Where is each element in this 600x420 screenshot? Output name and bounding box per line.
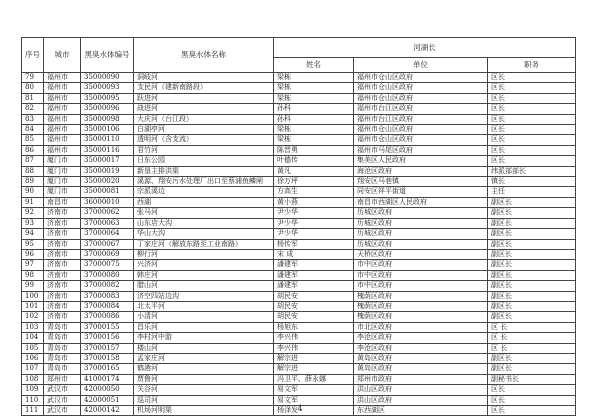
cell-city: 福州市 [44, 83, 81, 93]
cell-unit: 福州市仓山区政府 [354, 73, 488, 83]
table-row [22, 322, 576, 332]
header-role: 职务 [488, 58, 576, 73]
cell-water-body-name: 宗派溪边 [134, 187, 274, 197]
cell-seq: 89 [22, 177, 44, 187]
cell-code: 36000010 [81, 197, 134, 207]
cell-role: 副区长 [488, 312, 576, 322]
cell-water-body-name: 贾鲁河 [134, 374, 274, 384]
cell-seq: 102 [22, 312, 44, 322]
cell-code: 35000116 [81, 145, 134, 155]
cell-city: 济南市 [44, 218, 81, 228]
cell-chief-name: 易文军 [274, 395, 354, 405]
cell-water-body-name: 巡司河 [134, 395, 274, 405]
cell-chief-name: 冯卫平、薛永娜 [274, 374, 354, 384]
table-row [22, 104, 576, 114]
cell-unit: 槐荫区政府 [354, 291, 488, 301]
table-row [22, 93, 576, 103]
cell-unit: 翔安区马巷镇 [354, 177, 488, 187]
cell-unit: 洪山区政府 [354, 385, 488, 395]
cell-chief-name: 李兴伟 [274, 333, 354, 343]
cell-city: 福州市 [44, 104, 81, 114]
cell-water-body-name: 君竹河 [134, 145, 274, 155]
cell-role: 副区长 [488, 281, 576, 291]
table-row [22, 73, 576, 83]
cell-city: 济南市 [44, 291, 81, 301]
cell-unit: 历城区政府 [354, 229, 488, 239]
cell-seq: 79 [22, 73, 44, 83]
table-row [22, 333, 576, 343]
cell-unit: 槐荫区政府 [354, 301, 488, 311]
cell-water-body-name: 兴济河 [134, 260, 274, 270]
cell-chief-name: 孙科 [274, 104, 354, 114]
cell-unit: 黄岛区政府 [354, 353, 488, 363]
cell-water-body-name: 透明河（含支流） [134, 135, 274, 145]
cell-city: 青岛市 [44, 353, 81, 363]
header-code: 黑臭水体编号 [81, 38, 134, 73]
cell-seq: 88 [22, 166, 44, 176]
cell-code: 35000019 [81, 166, 134, 176]
table-row [22, 197, 576, 207]
cell-unit: 市中区政府 [354, 281, 488, 291]
cell-seq: 83 [22, 114, 44, 124]
header-seq: 序号 [22, 38, 44, 73]
cell-city: 济南市 [44, 270, 81, 280]
cell-role: 区 长 [488, 343, 576, 353]
table-row [22, 229, 576, 239]
cell-code: 37000157 [81, 343, 134, 353]
cell-chief-name: 尹少华 [274, 208, 354, 218]
cell-city: 厦门市 [44, 177, 81, 187]
table-header [22, 38, 576, 73]
cell-code: 37000084 [81, 301, 134, 311]
cell-unit: 福州市仓山区政府 [354, 135, 488, 145]
cell-chief-name: 黄小燕 [274, 197, 354, 207]
cell-water-body-name: 孟家庄河 [134, 353, 274, 363]
cell-unit: 历城区政府 [354, 239, 488, 249]
table-row [22, 249, 576, 259]
cell-city: 济南市 [44, 281, 81, 291]
cell-water-body-name: 楼山河 [134, 343, 274, 353]
cell-code: 37000086 [81, 312, 134, 322]
header-chief-group: 河湖长 [274, 38, 576, 58]
cell-city: 济南市 [44, 239, 81, 249]
cell-city: 福州市 [44, 145, 81, 155]
cell-unit: 福州市台江区政府 [354, 104, 488, 114]
cell-role: 副区长 [488, 229, 576, 239]
cell-city: 厦门市 [44, 166, 81, 176]
cell-water-body-name: 张马河 [134, 208, 274, 218]
cell-city: 厦门市 [44, 156, 81, 166]
cell-code: 37000158 [81, 353, 134, 363]
cell-water-body-name: 白湖亭河 [134, 125, 274, 135]
cell-seq: 103 [22, 322, 44, 332]
cell-seq: 80 [22, 83, 44, 93]
cell-role: 区长 [488, 135, 576, 145]
cell-water-body-name: 丁家庄河（解放东路至工业南路） [134, 239, 274, 249]
cell-water-body-name: 溪源、翔安污水处理厂出口至蔡浦鱼鳞闸 [134, 177, 274, 187]
cell-unit: 福州市仓山区政府 [354, 93, 488, 103]
cell-water-body-name: 新垦主排洪渠 [134, 166, 274, 176]
cell-seq: 106 [22, 353, 44, 363]
cell-seq: 97 [22, 260, 44, 270]
cell-chief-name: 孙科 [274, 114, 354, 124]
cell-role: 副区长 [488, 239, 576, 249]
cell-chief-name: 梁栋 [274, 135, 354, 145]
table-row [22, 260, 576, 270]
table-row [22, 83, 576, 93]
cell-chief-name: 潘建军 [274, 270, 354, 280]
cell-water-body-name: 北太平河 [134, 301, 274, 311]
cell-seq: 104 [22, 333, 44, 343]
cell-role: 区长 [488, 73, 576, 83]
cell-city: 青岛市 [44, 343, 81, 353]
cell-seq: 94 [22, 229, 44, 239]
cell-water-body-name: 机场河明渠 [134, 406, 274, 416]
table-row [22, 166, 576, 176]
cell-role: 副区长 [488, 353, 576, 363]
cell-code: 37000062 [81, 208, 134, 218]
cell-city: 济南市 [44, 260, 81, 270]
cell-role: 镇长 [488, 177, 576, 187]
cell-code: 37000080 [81, 270, 134, 280]
cell-chief-name: 方高生 [274, 187, 354, 197]
cell-chief-name: 梁栋 [274, 125, 354, 135]
cell-role: 区 长 [488, 333, 576, 343]
cell-code: 35000090 [81, 73, 134, 83]
cell-role: 副区长 [488, 291, 576, 301]
cell-unit: 天桥区政府 [354, 249, 488, 259]
cell-code: 35000096 [81, 104, 134, 114]
cell-water-body-name: 柳行河 [134, 249, 274, 259]
cell-seq: 110 [22, 395, 44, 405]
header-chief-name: 姓名 [274, 58, 354, 73]
table-row [22, 156, 576, 166]
cell-chief-name: 胡民安 [274, 301, 354, 311]
table-row [22, 301, 576, 311]
cell-city: 青岛市 [44, 322, 81, 332]
cell-code: 37000155 [81, 322, 134, 332]
cell-role: 区长 [488, 125, 576, 135]
cell-chief-name: 胡民安 [274, 312, 354, 322]
cell-water-body-name: 支民河（建新南路段） [134, 83, 274, 93]
cell-role: 副区长 [488, 270, 576, 280]
cell-water-body-name: 李村河中游 [134, 333, 274, 343]
cell-unit: 市北区政府 [354, 322, 488, 332]
cell-seq: 93 [22, 218, 44, 228]
table-row [22, 114, 576, 124]
cell-role: 副区长 [488, 197, 576, 207]
cell-seq: 86 [22, 145, 44, 155]
cell-seq: 85 [22, 135, 44, 145]
cell-chief-name: 宋 成 [274, 249, 354, 259]
cell-chief-name: 陈晋勇 [274, 145, 354, 155]
cell-unit: 福州市仓山区政府 [354, 83, 488, 93]
cell-role: 主任 [488, 187, 576, 197]
cell-water-body-name: 洞岐河 [134, 73, 274, 83]
cell-role: 区长 [488, 156, 576, 166]
cell-role: 副秘书长 [488, 374, 576, 384]
table-row [22, 364, 576, 374]
cell-code: 37000064 [81, 229, 134, 239]
cell-seq: 81 [22, 93, 44, 103]
cell-city: 郑州市 [44, 374, 81, 384]
table-row [22, 239, 576, 249]
header-unit: 单位 [354, 58, 488, 73]
cell-seq: 98 [22, 270, 44, 280]
cell-unit: 海沧区政府 [354, 166, 488, 176]
cell-code: 37000165 [81, 364, 134, 374]
cell-code: 41000174 [81, 374, 134, 384]
cell-code: 35000093 [81, 83, 134, 93]
cell-role: 区长 [488, 395, 576, 405]
cell-city: 济南市 [44, 208, 81, 218]
cell-water-body-name: 华山大沟 [134, 229, 274, 239]
cell-water-body-name: 济空四站边沟 [134, 291, 274, 301]
header-name: 黑臭水体名称 [134, 38, 274, 73]
cell-code: 37000067 [81, 239, 134, 249]
cell-water-body-name: 韩庄河 [134, 270, 274, 280]
cell-water-body-name: 大庆河（台江段） [134, 114, 274, 124]
cell-city: 福州市 [44, 125, 81, 135]
table-row [22, 135, 576, 145]
cell-water-body-name: 西湖 [134, 197, 274, 207]
table-row [22, 177, 576, 187]
page-number: 4 [297, 404, 303, 413]
cell-code: 42000142 [81, 406, 134, 416]
cell-unit: 市中区政府 [354, 260, 488, 270]
table-row [22, 218, 576, 228]
cell-code: 37000069 [81, 249, 134, 259]
cell-code: 37000083 [81, 291, 134, 301]
cell-chief-name: 潘建军 [274, 260, 354, 270]
cell-code: 35000081 [81, 187, 134, 197]
table-row [22, 343, 576, 353]
cell-unit: 福州市台江区政府 [354, 114, 488, 124]
cell-chief-name: 解宗进 [274, 364, 354, 374]
cell-city: 济南市 [44, 301, 81, 311]
table-body [22, 73, 576, 416]
table-row [22, 187, 576, 197]
cell-seq: 109 [22, 385, 44, 395]
cell-seq: 84 [22, 125, 44, 135]
cell-chief-name: 易文军 [274, 385, 354, 395]
cell-role: 副区长 [488, 301, 576, 311]
cell-code: 35000106 [81, 125, 134, 135]
cell-chief-name: 梁栋 [274, 73, 354, 83]
table-row [22, 353, 576, 363]
cell-role: 区长 [488, 93, 576, 103]
cell-city: 青岛市 [44, 333, 81, 343]
table-row [22, 145, 576, 155]
cell-role: 副区长 [488, 364, 576, 374]
cell-seq: 92 [22, 208, 44, 218]
cell-unit: 福州市仓山区政府 [354, 125, 488, 135]
cell-seq: 111 [22, 406, 44, 416]
cell-chief-name: 叶德传 [274, 156, 354, 166]
cell-chief-name: 杨泽发 [274, 406, 354, 416]
cell-city: 福州市 [44, 73, 81, 83]
cell-water-body-name: 战进河 [134, 104, 274, 114]
cell-unit: 郑州市政府 [354, 374, 488, 384]
cell-city: 青岛市 [44, 364, 81, 374]
cell-role: 区长 [488, 385, 576, 395]
cell-chief-name: 徐万坪 [274, 177, 354, 187]
cell-chief-name: 尹少华 [274, 229, 354, 239]
cell-city: 福州市 [44, 135, 81, 145]
header-city: 城市 [44, 38, 81, 73]
cell-code: 37000082 [81, 281, 134, 291]
cell-city: 厦门市 [44, 187, 81, 197]
cell-code: 35000020 [81, 177, 134, 187]
cell-role: 区长 [488, 83, 576, 93]
cell-water-body-name: 昌乐河 [134, 322, 274, 332]
cell-seq: 100 [22, 291, 44, 301]
table-row [22, 374, 576, 384]
cell-role: 区长 [488, 145, 576, 155]
cell-water-body-name: 关谷河 [134, 385, 274, 395]
cell-chief-name: 杨传军 [274, 239, 354, 249]
cell-seq: 82 [22, 104, 44, 114]
cell-role: 区长 [488, 104, 576, 114]
cell-chief-name: 梁栋 [274, 93, 354, 103]
cell-code: 37000075 [81, 260, 134, 270]
cell-water-body-name: 山东店大沟 [134, 218, 274, 228]
cell-seq: 99 [22, 281, 44, 291]
cell-role: 副区长 [488, 249, 576, 259]
cell-unit: 槐荫区政府 [354, 312, 488, 322]
cell-code: 42000050 [81, 385, 134, 395]
cell-role: 区长 [488, 406, 576, 416]
cell-role: 区长 [488, 114, 576, 124]
cell-code: 35000017 [81, 156, 134, 166]
cell-unit: 历城区政府 [354, 208, 488, 218]
cell-unit: 南昌市西湖区人民政府 [354, 197, 488, 207]
cell-seq: 96 [22, 249, 44, 259]
cell-city: 济南市 [44, 229, 81, 239]
cell-city: 武汉市 [44, 385, 81, 395]
cell-code: 35000098 [81, 114, 134, 124]
cell-city: 武汉市 [44, 395, 81, 405]
cell-code: 37000156 [81, 333, 134, 343]
table-row [22, 208, 576, 218]
table-row [22, 385, 576, 395]
table-row [22, 312, 576, 322]
cell-unit: 同安区祥平街道 [354, 187, 488, 197]
cell-chief-name: 李兴伟 [274, 343, 354, 353]
cell-water-body-name: 鹤港河 [134, 364, 274, 374]
cell-role: 副区长 [488, 218, 576, 228]
cell-city: 济南市 [44, 249, 81, 259]
cell-seq: 108 [22, 374, 44, 384]
black-odorous-water-table [21, 37, 576, 416]
cell-chief-name: 杨旭东 [274, 322, 354, 332]
table-row [22, 281, 576, 291]
cell-seq: 87 [22, 156, 44, 166]
cell-chief-name: 梁栋 [274, 83, 354, 93]
cell-unit: 黄岛区政府 [354, 364, 488, 374]
cell-chief-name: 解宗进 [274, 353, 354, 363]
cell-unit: 历城区政府 [354, 218, 488, 228]
cell-water-body-name: 腊山河 [134, 281, 274, 291]
cell-seq: 107 [22, 364, 44, 374]
cell-chief-name: 胡民安 [274, 291, 354, 301]
cell-unit: 东西湖区 [354, 406, 488, 416]
cell-unit: 李沧区政府 [354, 343, 488, 353]
cell-unit: 福州市马尾区政府 [354, 145, 488, 155]
cell-city: 福州市 [44, 114, 81, 124]
cell-role: 副区长 [488, 260, 576, 270]
table-row [22, 291, 576, 301]
cell-water-body-name: 跃进河 [134, 93, 274, 103]
cell-water-body-name: 日东公园 [134, 156, 274, 166]
table-row [22, 125, 576, 135]
cell-unit: 集美区人民政府 [354, 156, 488, 166]
document-sheet [21, 37, 575, 416]
cell-chief-name: 潘建军 [274, 281, 354, 291]
cell-role: 副区长 [488, 208, 576, 218]
cell-unit: 市中区政府 [354, 270, 488, 280]
cell-chief-name: 黄凡 [274, 166, 354, 176]
cell-role: 区 长 [488, 322, 576, 332]
cell-seq: 90 [22, 187, 44, 197]
cell-role: 纬派部部长 [488, 166, 576, 176]
cell-seq: 105 [22, 343, 44, 353]
cell-unit: 李沧区政府 [354, 333, 488, 343]
cell-seq: 95 [22, 239, 44, 249]
cell-city: 福州市 [44, 93, 81, 103]
cell-code: 42000051 [81, 395, 134, 405]
cell-city: 武汉市 [44, 406, 81, 416]
cell-city: 南昌市 [44, 197, 81, 207]
cell-city: 济南市 [44, 312, 81, 322]
cell-unit: 洪山区政府 [354, 395, 488, 405]
cell-seq: 91 [22, 197, 44, 207]
cell-code: 35000095 [81, 93, 134, 103]
cell-code: 37000063 [81, 218, 134, 228]
cell-water-body-name: 小清河 [134, 312, 274, 322]
table-row [22, 270, 576, 280]
cell-seq: 101 [22, 301, 44, 311]
cell-code: 35000110 [81, 135, 134, 145]
cell-chief-name: 尹少华 [274, 218, 354, 228]
